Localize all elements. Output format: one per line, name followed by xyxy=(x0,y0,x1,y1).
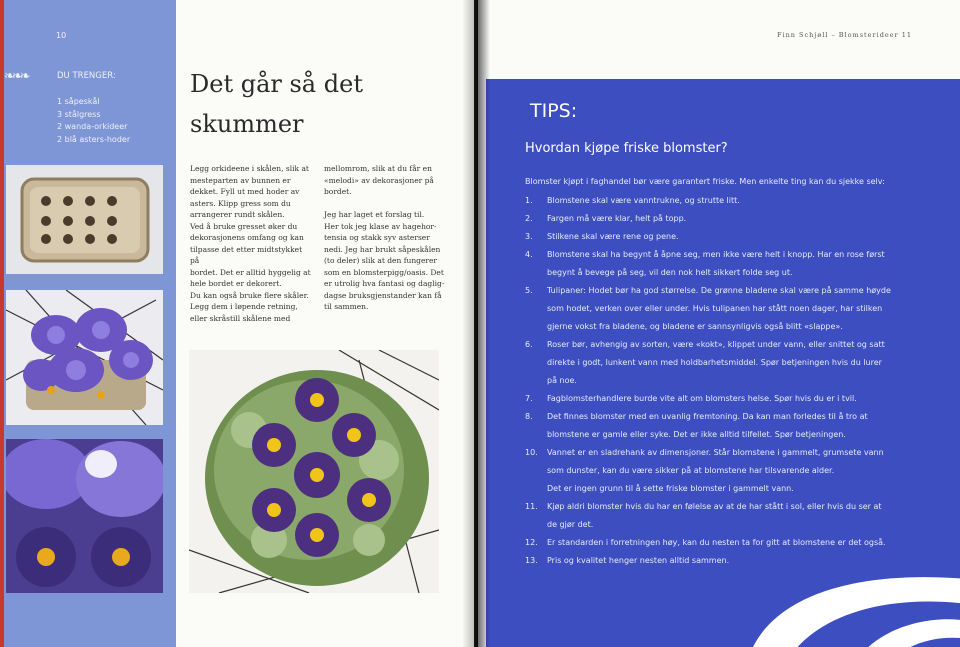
list-item xyxy=(525,282,955,336)
text-line: Ved å bruke gresset øker du xyxy=(190,221,298,231)
tip-line: de gjør det. xyxy=(547,520,594,529)
text-line: som en blomsterpigg/oasis. Det xyxy=(324,267,444,277)
soap-dish-image xyxy=(6,165,163,274)
tip-number: 4. xyxy=(525,250,533,259)
tip-line: Kjøp aldri blomster hvis du har en følelse av at de har stått i sol, eller hvis du ser at xyxy=(547,502,882,511)
tip-line: Blomstene skal være vanntrukne, og strutte litt. xyxy=(547,196,740,205)
text-line: bordet. xyxy=(324,187,352,196)
body-column-1 xyxy=(190,163,312,324)
tip-number: 3. xyxy=(525,232,533,241)
tip-line: Roser bør, avhengig av sorten, være «kokt», klippet under vann, eller snittet og satt xyxy=(547,340,885,349)
needs-header xyxy=(0,67,176,85)
tip-line: Tulipaner: Hodet bør ha god størrelse. De grønne bladene skal være på samme høyde xyxy=(547,286,891,295)
text-line: Her tok jeg klase av hagehor- xyxy=(324,221,437,231)
tip-line: Fagblomsterhandlere burde vite alt om blomsters helse. Spør hvis du er i tvil. xyxy=(547,394,857,403)
orchid-closeup-image xyxy=(6,439,163,593)
needs-list xyxy=(57,96,130,146)
page-title xyxy=(190,64,450,144)
text-line: asters. Klipp gress som du xyxy=(190,198,291,208)
list-item xyxy=(525,444,955,498)
text-line: «melodi» av dekorasjoner på xyxy=(324,175,434,185)
tip-line: som hodet, verken over eller under. Hvis tulipanen har stått noen dager, har stilken xyxy=(547,304,883,313)
tip-number: 5. xyxy=(525,286,533,295)
tip-number: 2. xyxy=(525,214,533,223)
tip-line: Fargen må være klar, helt på topp. xyxy=(547,214,687,223)
right-page xyxy=(478,0,960,647)
tip-line: blomstene er gamle eller syke. Det er ikke alltid tilfellet. Spør betjeningen. xyxy=(547,430,846,439)
tips-box xyxy=(486,79,960,647)
title-line-2: skummer xyxy=(190,110,304,138)
orchid-closeup-photo xyxy=(6,439,163,593)
needs-title: DU TRENGER: xyxy=(57,71,116,81)
text-line: Du kan også bruke flere skåler. xyxy=(190,290,309,300)
red-edge-strip xyxy=(0,0,4,647)
text-line: bordet. Det er alltid hyggelig at xyxy=(190,267,311,277)
title-line-1: Det går så det xyxy=(190,70,363,98)
hydrangea-arrangement-image xyxy=(189,350,439,593)
tip-line: gjerne vokst fra bladene, og bladene er sannsynligvis også blitt «slappe». xyxy=(547,322,843,331)
page-number-left: 10 xyxy=(56,31,67,40)
tips-intro: Blomster kjøpt i faghandel bør være garantert friske. Men enkelte ting kan du sjekke selv: xyxy=(525,177,885,186)
tip-line: Stilkene skal være rene og pene. xyxy=(547,232,679,241)
text-line: Legg dem i løpende retning, xyxy=(190,302,298,311)
list-item: 2 wanda-orkideer xyxy=(57,122,128,131)
text-line: tensia og stakk syv asterser xyxy=(324,233,430,242)
text-line: hele bordet er dekorert. xyxy=(190,279,282,288)
text-line: dekket. Fyll ut med hoder av xyxy=(190,187,300,196)
text-line: dekorasjonens omfang og kan xyxy=(190,233,304,242)
tip-line: Blomstene skal ha begynt å åpne seg, men ikke være helt i knopp. Har en rose først xyxy=(547,250,885,259)
list-item xyxy=(525,210,955,228)
tip-number: 6. xyxy=(525,340,533,349)
body-column-2 xyxy=(324,163,446,313)
tips-subtitle: Hvordan kjøpe friske blomster? xyxy=(525,141,728,156)
tips-list xyxy=(525,192,955,570)
tip-number: 7. xyxy=(525,394,533,403)
list-item xyxy=(525,228,955,246)
tip-line: Pris og kvalitet henger nesten alltid sammen. xyxy=(547,556,730,565)
tip-line: som dunster, kan du være sikker på at blomstene har tilsvarende alder. xyxy=(547,466,835,475)
text-line: til sammen. xyxy=(324,302,369,311)
swirl-decoration-icon xyxy=(738,559,960,647)
tip-number: 8. xyxy=(525,412,533,421)
tip-number: 13. xyxy=(525,556,538,565)
list-item xyxy=(525,498,955,534)
hydrangea-arrangement-photo xyxy=(189,350,439,593)
soap-dish-photo xyxy=(6,165,163,274)
list-item xyxy=(525,192,955,210)
text-line: mellomrom, slik at du får en xyxy=(324,164,432,173)
list-item xyxy=(525,390,955,408)
text-line: arrangerer rundt skålen. xyxy=(190,210,285,219)
left-page xyxy=(0,0,474,647)
text-line: dagse bruksgjenstander kan få xyxy=(324,290,442,300)
tip-number: 10. xyxy=(525,448,538,457)
list-item: 3 stålgress xyxy=(57,109,101,119)
text-line: nedi. Jeg har brukt såpeskålen xyxy=(324,244,441,254)
tip-number: 12. xyxy=(525,538,538,547)
tip-line: direkte i godt, lunkent vann med holdbarhetsmiddel. Spør betjeningen hvis du lurer xyxy=(547,358,882,367)
running-header: Finn Schjøll – Blomsterideer 11 xyxy=(777,31,912,39)
text-line: mesteparten av bunnen er xyxy=(190,175,291,185)
text-line: er utrolig hva fantasi og daglig- xyxy=(324,279,445,288)
tips-title: TIPS: xyxy=(530,100,578,122)
tip-line: begynt å bevege på seg, vil den nok helt sikkert folde seg ut. xyxy=(547,268,793,277)
book-gutter xyxy=(462,0,490,647)
tip-number: 11. xyxy=(525,502,538,511)
list-item: 2 blå asters-hoder xyxy=(57,134,131,144)
tip-line: Det er ingen grunn til å sette friske blomster i gammelt vann. xyxy=(547,484,794,493)
list-item xyxy=(525,408,955,444)
orchid-dish-image xyxy=(6,290,163,425)
list-item xyxy=(525,246,955,282)
swirl-ornament-icon: ❧❧❧ xyxy=(4,69,28,84)
tip-line: Vannet er en sladrehank av dimensjoner. Står blomstene i gammelt, grumsete vann xyxy=(547,448,884,457)
list-item: 1 såpeskål xyxy=(57,97,100,106)
list-item xyxy=(525,336,955,390)
tip-line: Det finnes blomster med en uvanlig fremtoning. Da kan man forledes til å tro at xyxy=(547,412,868,421)
tip-line: på noe. xyxy=(547,376,577,385)
text-line: Legg orkideene i skålen, slik at xyxy=(190,164,309,173)
text-line: (to deler) slik at den fungerer xyxy=(324,256,437,265)
text-line: eller skråstill skålene med xyxy=(190,313,291,323)
tip-line: Er standarden i forretningen høy, kan du nesten ta for gitt at blomstene er det også. xyxy=(547,538,886,547)
text-line: Jeg har laget et forslag til. xyxy=(324,210,425,219)
text-line: tilpasse det etter midtstykket på xyxy=(190,244,303,265)
tip-number: 1. xyxy=(525,196,533,205)
orchid-dish-photo xyxy=(6,290,163,425)
list-item xyxy=(525,534,955,552)
